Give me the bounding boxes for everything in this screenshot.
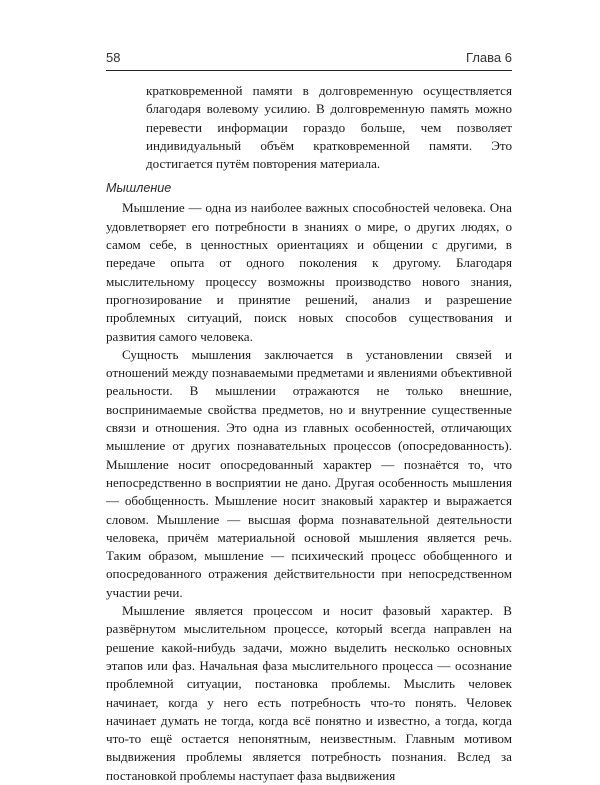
running-head	[106, 50, 512, 70]
paragraph-2: Сущность мышления заключается в установлении связей и отношений между познаваемыми предметами и явлениями объективной реальности. В мышлении отражаются не только внешние, воспринимаемые свойства предметов, но и внутренние существенные связи и отношения. Это одна из главных особенностей, отличающих мышление от других познавательных процессов (опосредованность). Мышление носит опосредованный характер — познаётся то, что непосредственно в восприятии не дано. Другая особенность мышления — обобщенность. Мышление носит знаковый характер и выражается словом. Мышление — высшая форма познавательной деятельности человека, причём материальной основой мышления является речь. Таким образом, мышление — психический процесс обобщенного и опосредованного отражения действительности при непосредственном участии речи.	[106, 346, 512, 600]
chapter-label: Глава 6	[466, 50, 512, 65]
header-rule	[106, 70, 512, 71]
section-title: Мышление	[106, 181, 172, 196]
intro-paragraph: кратковременной памяти в долговременную осуществляется благодаря волевому усилию. В долговременную память можно перевести информации гораздо больше, чем позволяет индивидуальный объём кратковременной памяти. Это достигается путём повторения материала.	[146, 83, 512, 172]
paragraph-3: Мышление является процессом и носит фазовый характер. В развёрнутом мыслительном процессе, который всегда направлен на решение какой-нибудь задачи, можно выделить несколько основных этапов или фаз. Начальная фаза мыслительного процесса — осознание проблемной ситуации, постановка проблемы. Мыслить человек начинает, когда у него есть потребность что-то понять. Человек начинает думать не тогда, когда всё понятно и известно, а тогда, когда что-то ещё остается непонятным, неизвестным. Главным мотивом выдвижения проблемы является потребность познания. Вслед за постановкой проблемы наступает фаза выдвижения	[106, 603, 512, 783]
body-text	[106, 82, 512, 785]
paragraph-1: Мышление — одна из наиболее важных способностей человека. Она удовлетворяет его потребности в знаниях о мире, о других людях, о самом себе, в ценностных ориентациях и общении с другими, в передаче опыта от одного поколения к другому. Благодаря мыслительному процессу возможны производство нового знания, прогнозирование и принятие решений, анализ и разрешение проблемных ситуаций, поиск новых способов существования и развития самого человека.	[106, 200, 512, 344]
page-number: 58	[106, 50, 121, 65]
